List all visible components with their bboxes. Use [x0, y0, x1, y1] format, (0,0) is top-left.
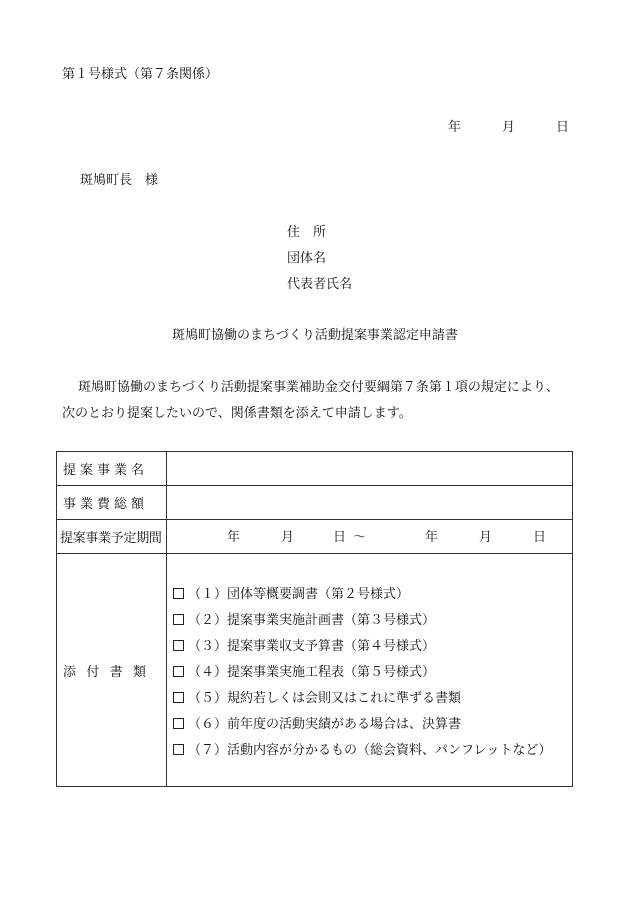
form-number: 第１号様式（第７条関係）: [62, 67, 219, 82]
period-end-year: 年: [425, 530, 439, 545]
attachment-item-1[interactable]: （１）団体等概要調書（第２号様式）: [173, 588, 409, 601]
project-name-field[interactable]: [167, 452, 573, 486]
applicant-group-label: 団体名: [287, 251, 327, 266]
checkbox-icon[interactable]: [173, 744, 184, 755]
project-period-field[interactable]: [167, 520, 573, 554]
applicant-representative-label: 代表者氏名: [287, 277, 353, 292]
attachment-item-2[interactable]: （２）提案事業実施計画書（第３号様式）: [173, 614, 435, 627]
checkbox-icon[interactable]: [173, 640, 184, 651]
checkbox-icon[interactable]: [173, 614, 184, 625]
attachments-list: [167, 554, 573, 787]
attachment-item-6[interactable]: （６）前年度の活動実績がある場合は、決算書: [173, 718, 461, 731]
addressee: 斑鳩町長 様: [80, 173, 159, 188]
attachment-item-3[interactable]: （３）提案事業収支予算書（第４号様式）: [173, 640, 435, 653]
attachment-item-7[interactable]: （７）活動内容が分かるもの（総会資料、パンフレットなど）: [173, 744, 551, 757]
total-cost-field[interactable]: [167, 486, 573, 520]
attachment-item-4[interactable]: （４）提案事業実施工程表（第５号様式）: [173, 666, 435, 679]
application-table: [56, 451, 573, 787]
applicant-address-label: 住 所: [287, 225, 327, 240]
body-text-line-1: 斑鳩町協働のまちづくり活動提案事業補助金交付要綱第７条第１項の規定により、: [78, 380, 559, 395]
period-start-month: 月: [281, 530, 295, 545]
attachments-label-char: 類: [132, 664, 146, 680]
checkbox-icon[interactable]: [173, 588, 184, 599]
date-day-label: 日: [556, 120, 570, 135]
date-year-label: 年: [448, 120, 462, 135]
checkbox-icon[interactable]: [173, 718, 184, 729]
table-row: [57, 554, 573, 787]
date-month-label: 月: [502, 120, 516, 135]
attachments-label-char: 付: [86, 664, 100, 680]
total-cost-label: 事業費総額: [57, 486, 167, 520]
period-end-month: 月: [479, 530, 493, 545]
period-tilde: ～: [353, 530, 367, 545]
attachments-label-char: 添: [63, 664, 77, 680]
period-start-year: 年: [227, 530, 241, 545]
period-end-day: 日: [533, 530, 547, 545]
checkbox-icon[interactable]: [173, 692, 184, 703]
document-title: 斑鳩町協働のまちづくり活動提案事業認定申請書: [172, 328, 458, 343]
project-period-label: 提案事業予定期間: [57, 520, 167, 554]
attachments-label: [57, 554, 167, 787]
body-text-line-2: 次のとおり提案したいので、関係書類を添えて申請します。: [62, 406, 412, 421]
table-row: [57, 520, 573, 554]
table-row: [57, 452, 573, 486]
period-start-day: 日: [333, 530, 347, 545]
attachment-item-5[interactable]: （５）規約若しくは会則又はこれに準ずる書類: [173, 692, 461, 705]
attachments-label-char: 書: [109, 664, 123, 680]
checkbox-icon[interactable]: [173, 666, 184, 677]
project-name-label: 提案事業名: [57, 452, 167, 486]
table-row: [57, 486, 573, 520]
